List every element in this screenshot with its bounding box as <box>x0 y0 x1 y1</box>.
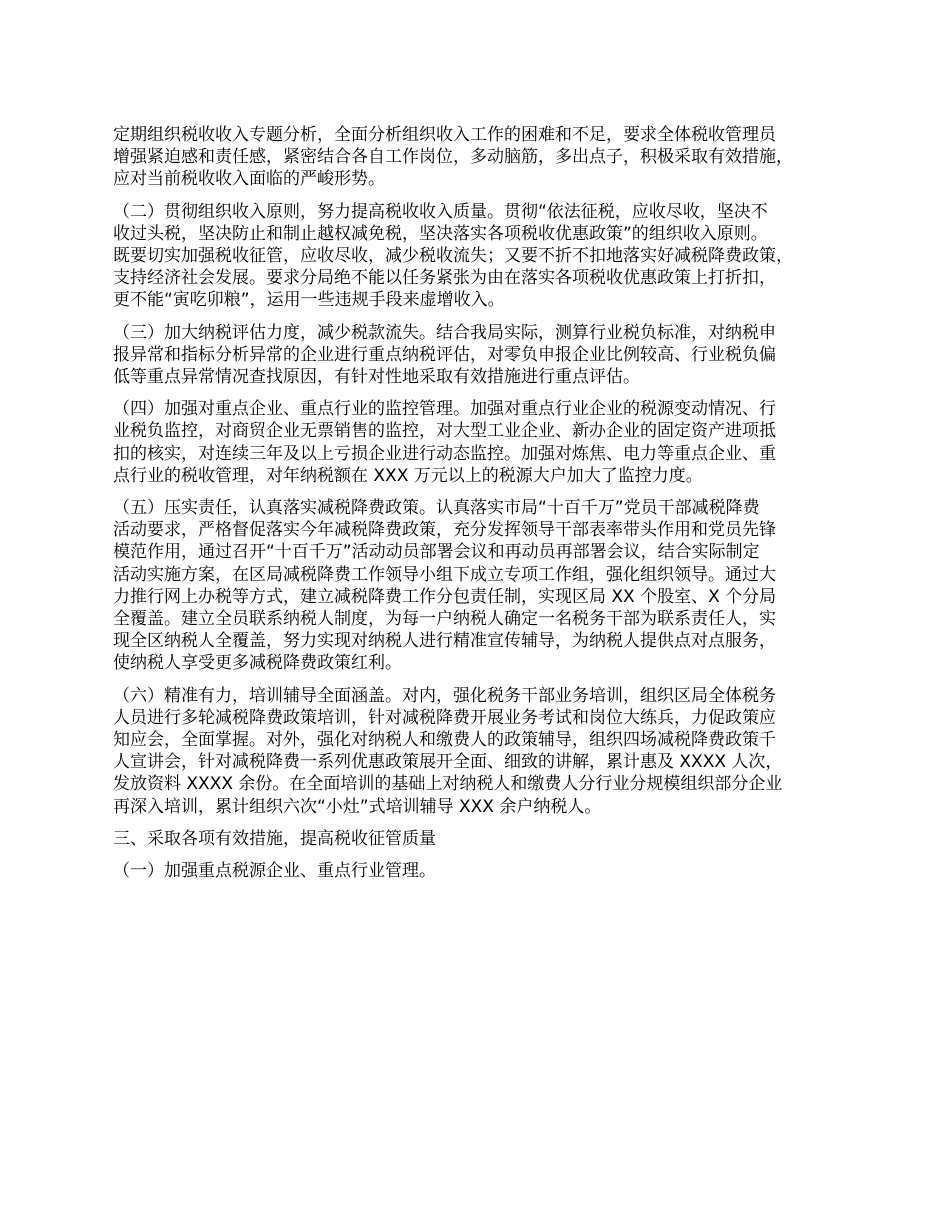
paragraph-section-4: （四）加强对重点企业、重点行业的监控管理。加强对重点行业企业的税源变动情况、行 业税负监控，对商贸企业无票销售的监控，对大型工业企业、新办企业的固定资产进项抵 扣的核实，对连续三年及以上亏损企业进行动态监控。加强对炼焦、电力等重点企业、重 点行业的税收管理，对年纳税额在 XXX 万元以上的税源大户加大了监控力度。 <box>113 399 776 486</box>
paragraph-intro: 定期组织税收收入专题分析，全面分析组织收入工作的困难和不足，要求全体税收管理员 增强紧迫感和责任感，紧密结合各自工作岗位，多动脑筋，多出点子，积极采取有效措施， 应对当前税收收入面临的严峻形势。 <box>113 125 793 190</box>
sub-heading: （一）加强重点税源企业、重点行业管理。 <box>113 861 436 882</box>
section-heading: 三、采取各项有效措施，提高税收征管质量 <box>113 828 436 849</box>
paragraph-section-5: （五）压实责任，认真落实减税降费政策。认真落实市局“十百千万”党员干部减税降费 活动要求，严格督促落实今年减税降费政策，充分发挥领导干部表率带头作用和党员先锋 模范作用，通过召开“十百千万”活动动员部署会议和再动员再部署会议，结合实际制定 活动实施方案，在区局减税降费工作领导小组下成立专项工作组，强化组织领导。通过大 力推行网上办税等方式，建立减税降费工作分包责任制，实现区局 XX 个股室、X 个分局 全覆盖。建立全员联系纳税人制度，为每一户纳税人确定一名税务干部为联系责任人，实 现全区纳税人全覆盖，努力实现对纳税人进行精准宣传辅导，为纳税人提供点对点服务， 使纳税人享受更多减税降费政策红利。 <box>113 498 777 674</box>
paragraph-section-3: （三）加大纳税评估力度，减少税款流失。结合我局实际，测算行业税负标准，对纳税申 报异常和指标分析异常的企业进行重点纳税评估，对零负申报企业比例较高、行业税负偏 低等重点异常情况查找原因，有针对性地采取有效措施进行重点评估。 <box>113 322 776 388</box>
paragraph-section-6: （六）精准有力，培训辅导全面涵盖。对内，强化税务干部业务培训，组织区局全体税务 人员进行多轮减税降费政策培训，针对减税降费开展业务考试和岗位大练兵，力促政策应 知应会，全面掌握。对外，强化对纳税人和缴费人的政策辅导，组织四场减税降费政策千 人宣讲会，针对减税降费一系列优惠政策展开全面、细致的讲解，累计惠及 XXXX 人次， 发放资料 XXXX 余份。在全面培训的基础上对纳税人和缴费人分行业分规模组织部分企业 再深入培训，累计组织六次“小灶”式培训辅导 XXX 余户纳税人。 <box>113 685 783 817</box>
document-body <box>113 124 858 892</box>
paragraph-section-2: （二）贯彻组织收入原则，努力提高税收收入质量。贯彻“依法征税，应收尽收，坚决不 收过头税，坚决防止和制止越权减免税，坚决落实各项税收优惠政策”的组织收入原则。 既要切实加强税收征管，应收尽收，减少税收流失；又要不折不扣地落实好减税降费政策， 支持经济社会发展。要求分局绝不能以任务紧张为由在落实各项税收优惠政策上打折扣， 更不能“寅吃卯粮”，运用一些违规手段来虚增收入。 <box>113 201 793 311</box>
